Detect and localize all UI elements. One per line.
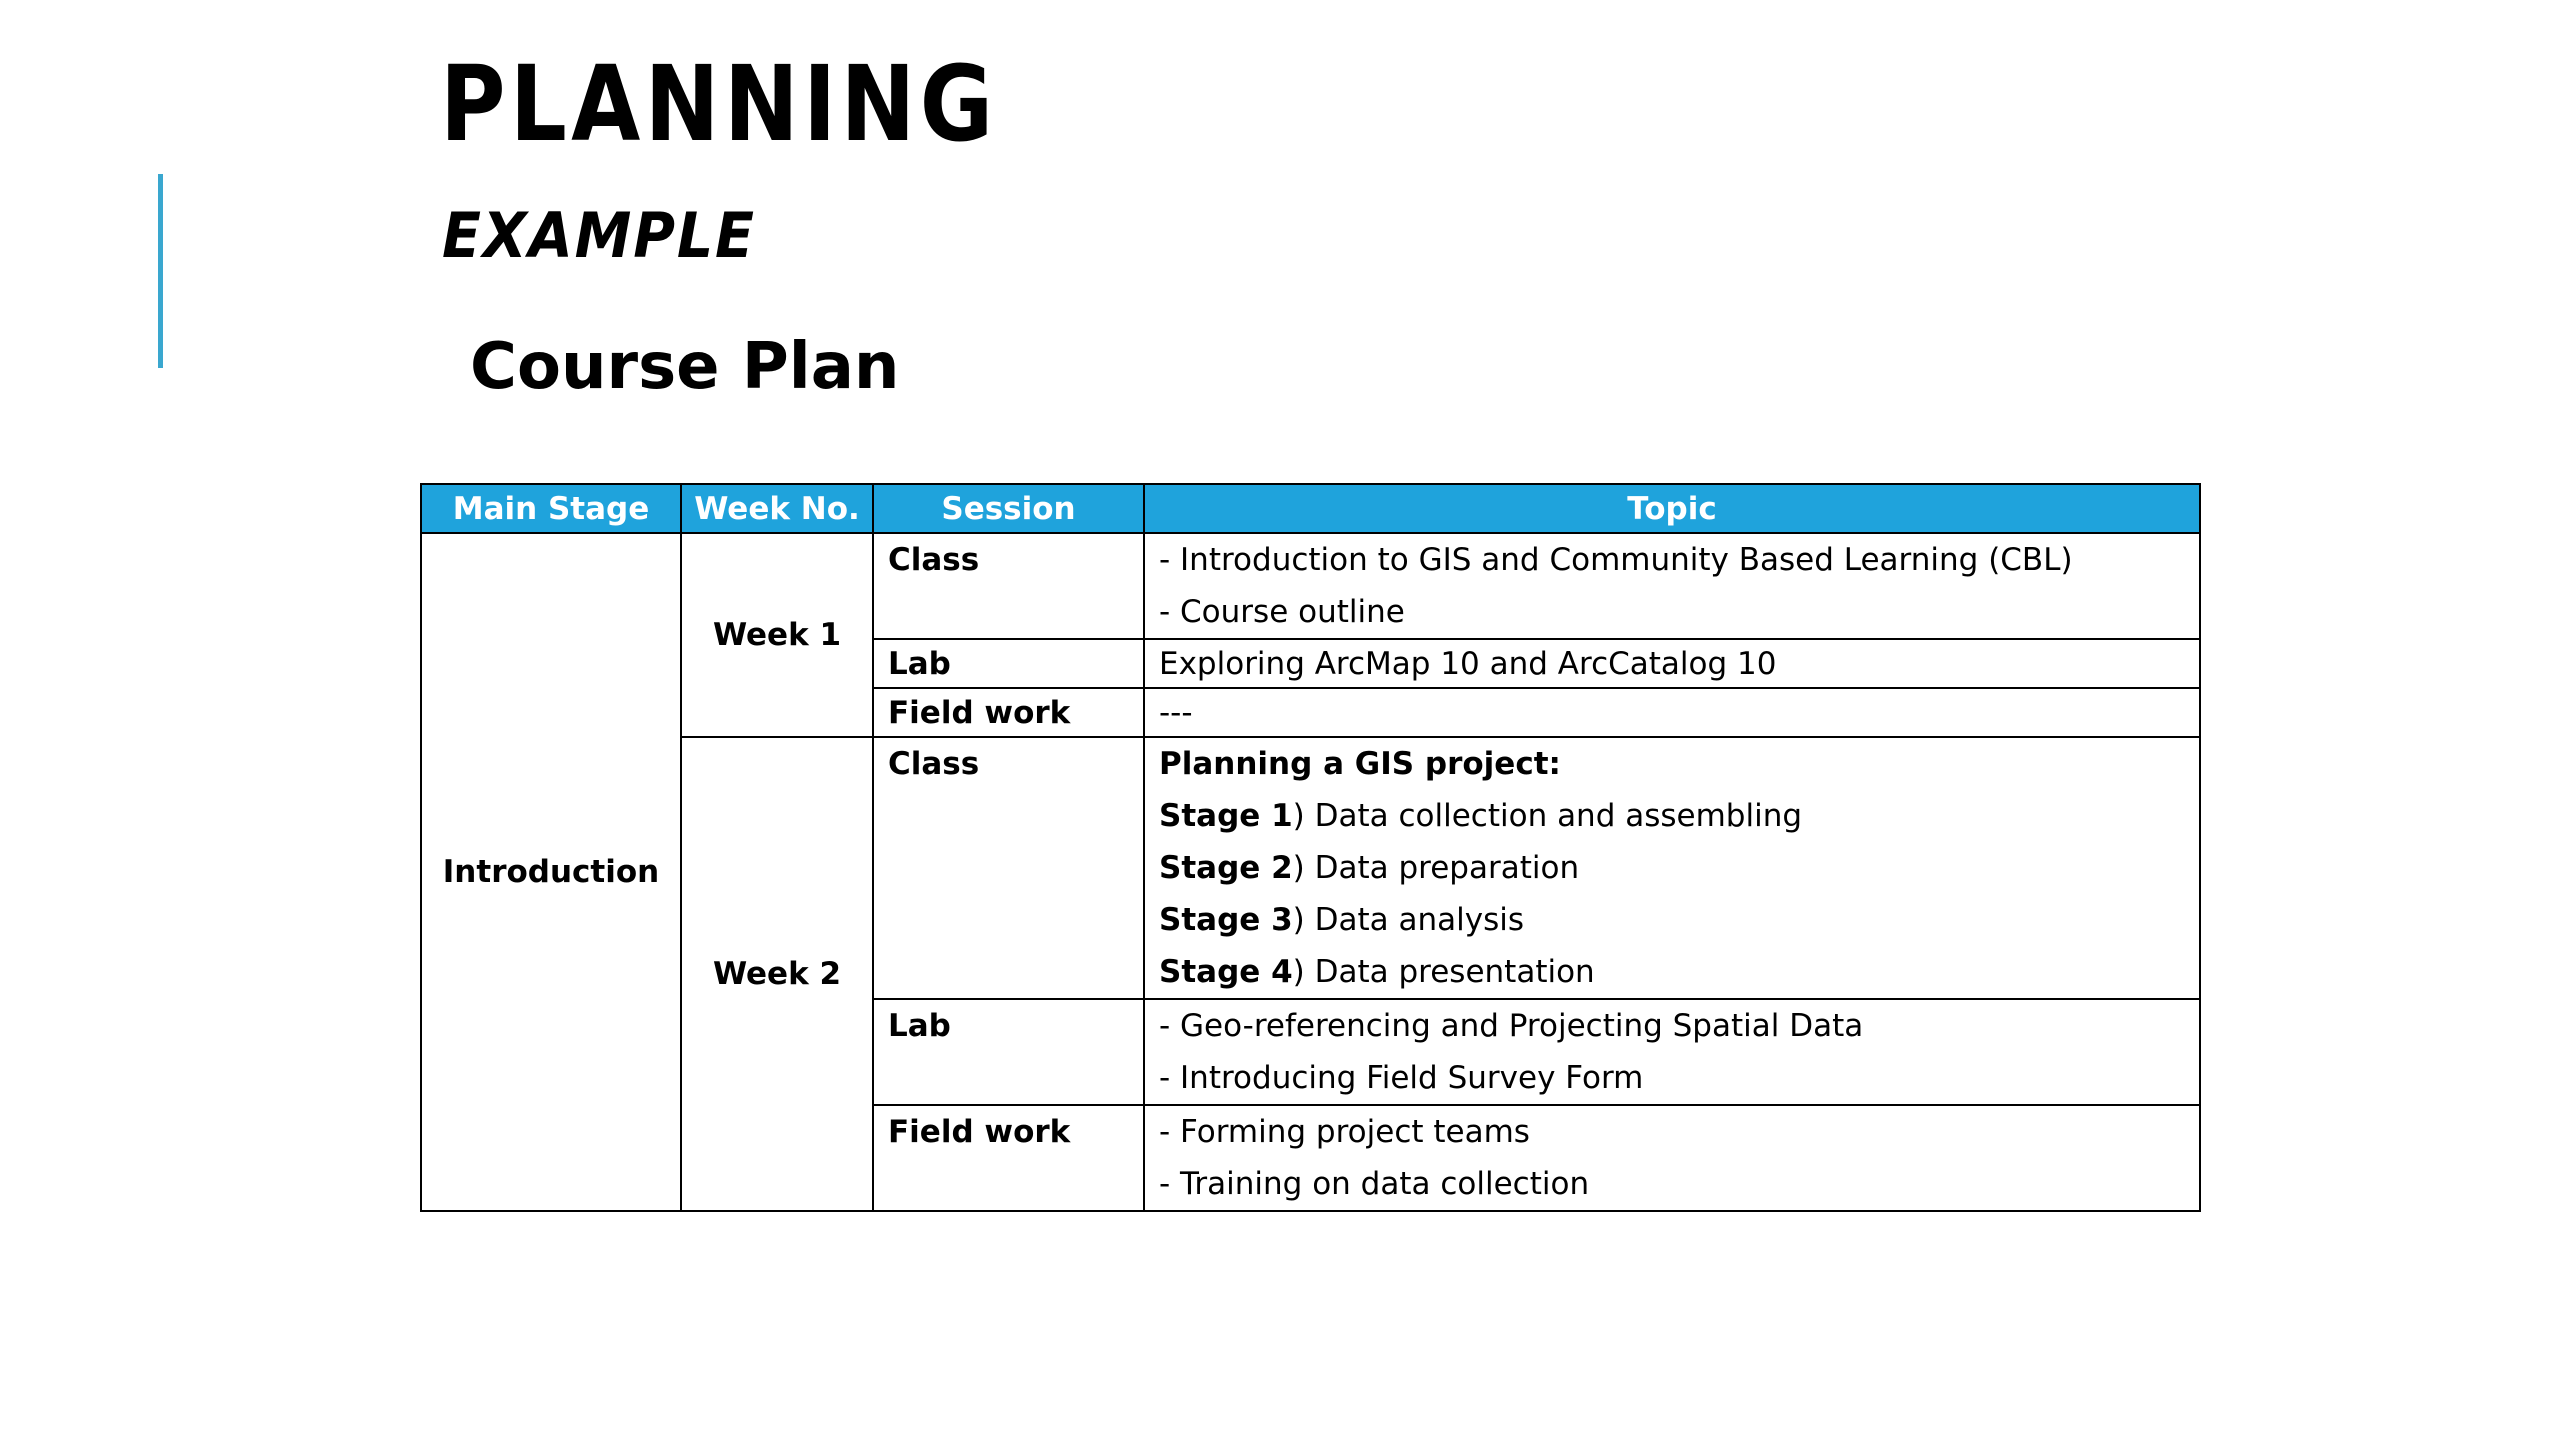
- session-cell: Class: [873, 533, 1144, 639]
- stage-label: Stage 2: [1159, 850, 1293, 886]
- table-row: [421, 533, 2200, 639]
- session-cell: Field work: [873, 1105, 1144, 1211]
- topic-line: ---: [1159, 694, 1193, 731]
- topic-line: Exploring ArcMap 10 and ArcCatalog 10: [1159, 645, 1777, 682]
- session-cell: Field work: [873, 688, 1144, 737]
- topic-cell: [1144, 639, 2200, 688]
- topic-line: - Introducing Field Survey Form: [1159, 1060, 1644, 1096]
- stage-text: ) Data preparation: [1292, 850, 1580, 886]
- topic-line: [1159, 790, 2185, 842]
- course-plan-title: Course Plan: [470, 330, 900, 404]
- session-cell: Lab: [873, 639, 1144, 688]
- course-plan-table: [420, 483, 2201, 1212]
- main-stage-cell: Introduction: [421, 533, 681, 1211]
- stage-label: Stage 1: [1159, 798, 1293, 834]
- topic-line: [1159, 946, 2185, 998]
- topic-cell: [1144, 737, 2200, 999]
- topic-line: - Introduction to GIS and Community Based Learning (CBL): [1159, 542, 2073, 578]
- topic-heading: Planning a GIS project:: [1159, 746, 1561, 782]
- topic-line: - Course outline: [1159, 594, 1405, 630]
- header-main-stage: Main Stage: [421, 484, 681, 533]
- week-1-cell: Week 1: [681, 533, 873, 737]
- topic-line: - Forming project teams: [1159, 1114, 1530, 1150]
- slide-title: PLANNING: [440, 43, 998, 165]
- stage-text: ) Data presentation: [1292, 954, 1595, 990]
- week-2-cell: Week 2: [681, 737, 873, 1211]
- topic-cell: [1144, 533, 2200, 639]
- table-header-row: [421, 484, 2200, 533]
- table-row: [421, 737, 2200, 999]
- topic-cell: [1144, 1105, 2200, 1211]
- header-session: Session: [873, 484, 1144, 533]
- stage-text: ) Data analysis: [1292, 902, 1524, 938]
- topic-line: [1159, 842, 2185, 894]
- topic-line: - Training on data collection: [1159, 1166, 1590, 1202]
- topic-cell: [1144, 688, 2200, 737]
- session-cell: Lab: [873, 999, 1144, 1105]
- stage-label: Stage 3: [1159, 902, 1293, 938]
- slide-subtitle: EXAMPLE: [442, 199, 756, 272]
- topic-line: - Geo-referencing and Projecting Spatial Data: [1159, 1008, 1864, 1044]
- header-week-no: Week No.: [681, 484, 873, 533]
- topic-line: [1159, 894, 2185, 946]
- header-topic: Topic: [1144, 484, 2200, 533]
- accent-bar: [158, 174, 163, 368]
- stage-text: ) Data collection and assembling: [1292, 798, 1803, 834]
- topic-cell: [1144, 999, 2200, 1105]
- stage-label: Stage 4: [1159, 954, 1293, 990]
- session-cell: Class: [873, 737, 1144, 999]
